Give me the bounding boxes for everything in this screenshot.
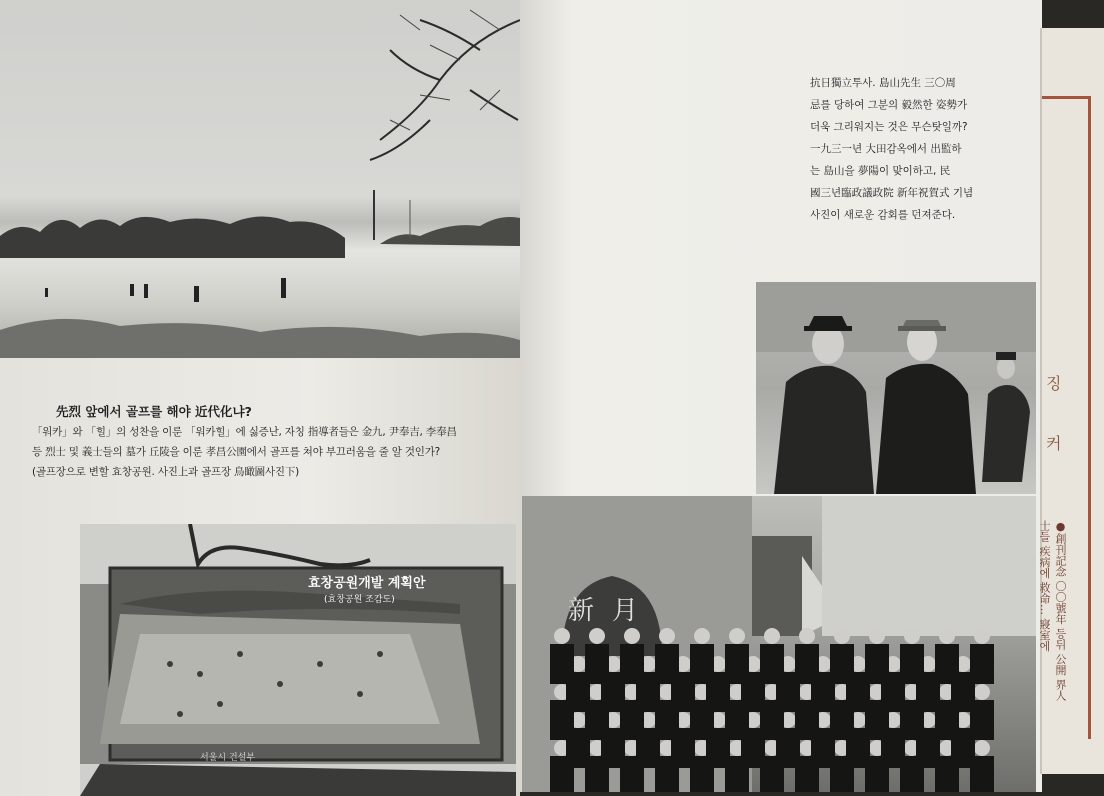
group-person-head: [974, 628, 990, 644]
edge-title-chars: [1046, 354, 1061, 474]
group-person-body: [620, 756, 644, 792]
right-caption-line: 더욱 그리워지는 것은 무슨탓일까?: [810, 121, 968, 133]
left-caption: [32, 402, 457, 482]
group-person-body: [690, 756, 714, 792]
group-person-head: [974, 684, 990, 700]
right-caption-line: 一九三一년 大田감옥에서 出監하: [810, 143, 962, 155]
park-sign-illustration: [80, 524, 516, 796]
edge-char: 징: [1046, 374, 1062, 393]
park-plan-sign-photo: [80, 524, 516, 796]
sign-subtitle: (효창공원 조감도): [324, 595, 395, 605]
group-person-head: [624, 628, 640, 644]
group-person-body: [830, 756, 854, 792]
group-person-head: [974, 740, 990, 756]
right-caption-line: 忌를 당하여 그분의 毅然한 姿勢가: [810, 99, 968, 111]
edge-char: 커: [1046, 434, 1062, 453]
group-person-head: [659, 628, 675, 644]
group-banner-text: 新月: [568, 596, 657, 626]
group-person-body: [725, 756, 749, 792]
group-person-head: [939, 628, 955, 644]
group-person-head: [729, 628, 745, 644]
left-page: [0, 0, 520, 796]
left-caption-line: (골프장으로 변할 효창공원. 사진上과 골프장 鳥瞰圖사진下): [32, 466, 300, 478]
group-person-body: [585, 756, 609, 792]
group-person-body: [760, 756, 784, 792]
group-person-body: [655, 756, 679, 792]
right-page: [520, 0, 1042, 792]
new-year-group-photo: [522, 496, 1036, 792]
left-caption-line: 등 烈士 및 義士들의 墓가 丘陵을 이룬 孝昌公園에서 골프를 쳐야 부끄러움을 줄 알 것인가?: [32, 446, 441, 458]
right-caption-line: 사진이 새로운 감회를 던져준다.: [810, 209, 956, 221]
right-caption-line: 抗日獨立투사. 島山先生 三〇周: [810, 77, 956, 89]
left-caption-line: 「워카」와 「힐」의 성찬을 이룬 「워카힐」에 싫증난, 자칭 指導者들은 金九, 尹奉吉, 李奉昌: [32, 426, 457, 438]
golf-field-illustration: [0, 0, 520, 358]
left-caption-heading: 先烈 앞에서 골프를 해야 近代化냐?: [56, 404, 252, 419]
sign-title: 효창공원개발 계획안: [308, 576, 426, 591]
edge-vertical-text: ●創刊記念 〇〇號年 등뒤 公開 界人士들 疾病에 救命… 寢室에: [1038, 520, 1067, 701]
group-person-body: [795, 756, 819, 792]
group-person-body: [900, 756, 924, 792]
group-person-body: [865, 756, 889, 792]
sign-footer: 서울시 건설부: [200, 753, 256, 763]
group-person-head: [554, 628, 570, 644]
right-caption-line: 國三년臨政議政院 新年祝賀式 기념: [810, 187, 974, 199]
group-person-head: [764, 628, 780, 644]
group-person-head: [834, 628, 850, 644]
right-caption-line: 는 島山을 夢陽이 맞이하고, 民: [810, 165, 951, 177]
group-person-body: [970, 756, 994, 792]
group-person-head: [589, 628, 605, 644]
golf-field-photo: [0, 0, 520, 358]
group-person-body: [550, 756, 574, 792]
men-walking-photo: [756, 282, 1036, 494]
group-person-head: [904, 628, 920, 644]
right-caption: [810, 72, 973, 226]
group-person-head: [694, 628, 710, 644]
group-photo-illustration: [522, 496, 1036, 792]
group-person-body: [935, 756, 959, 792]
group-person-head: [799, 628, 815, 644]
men-walking-illustration: [756, 282, 1036, 494]
group-person-head: [869, 628, 885, 644]
